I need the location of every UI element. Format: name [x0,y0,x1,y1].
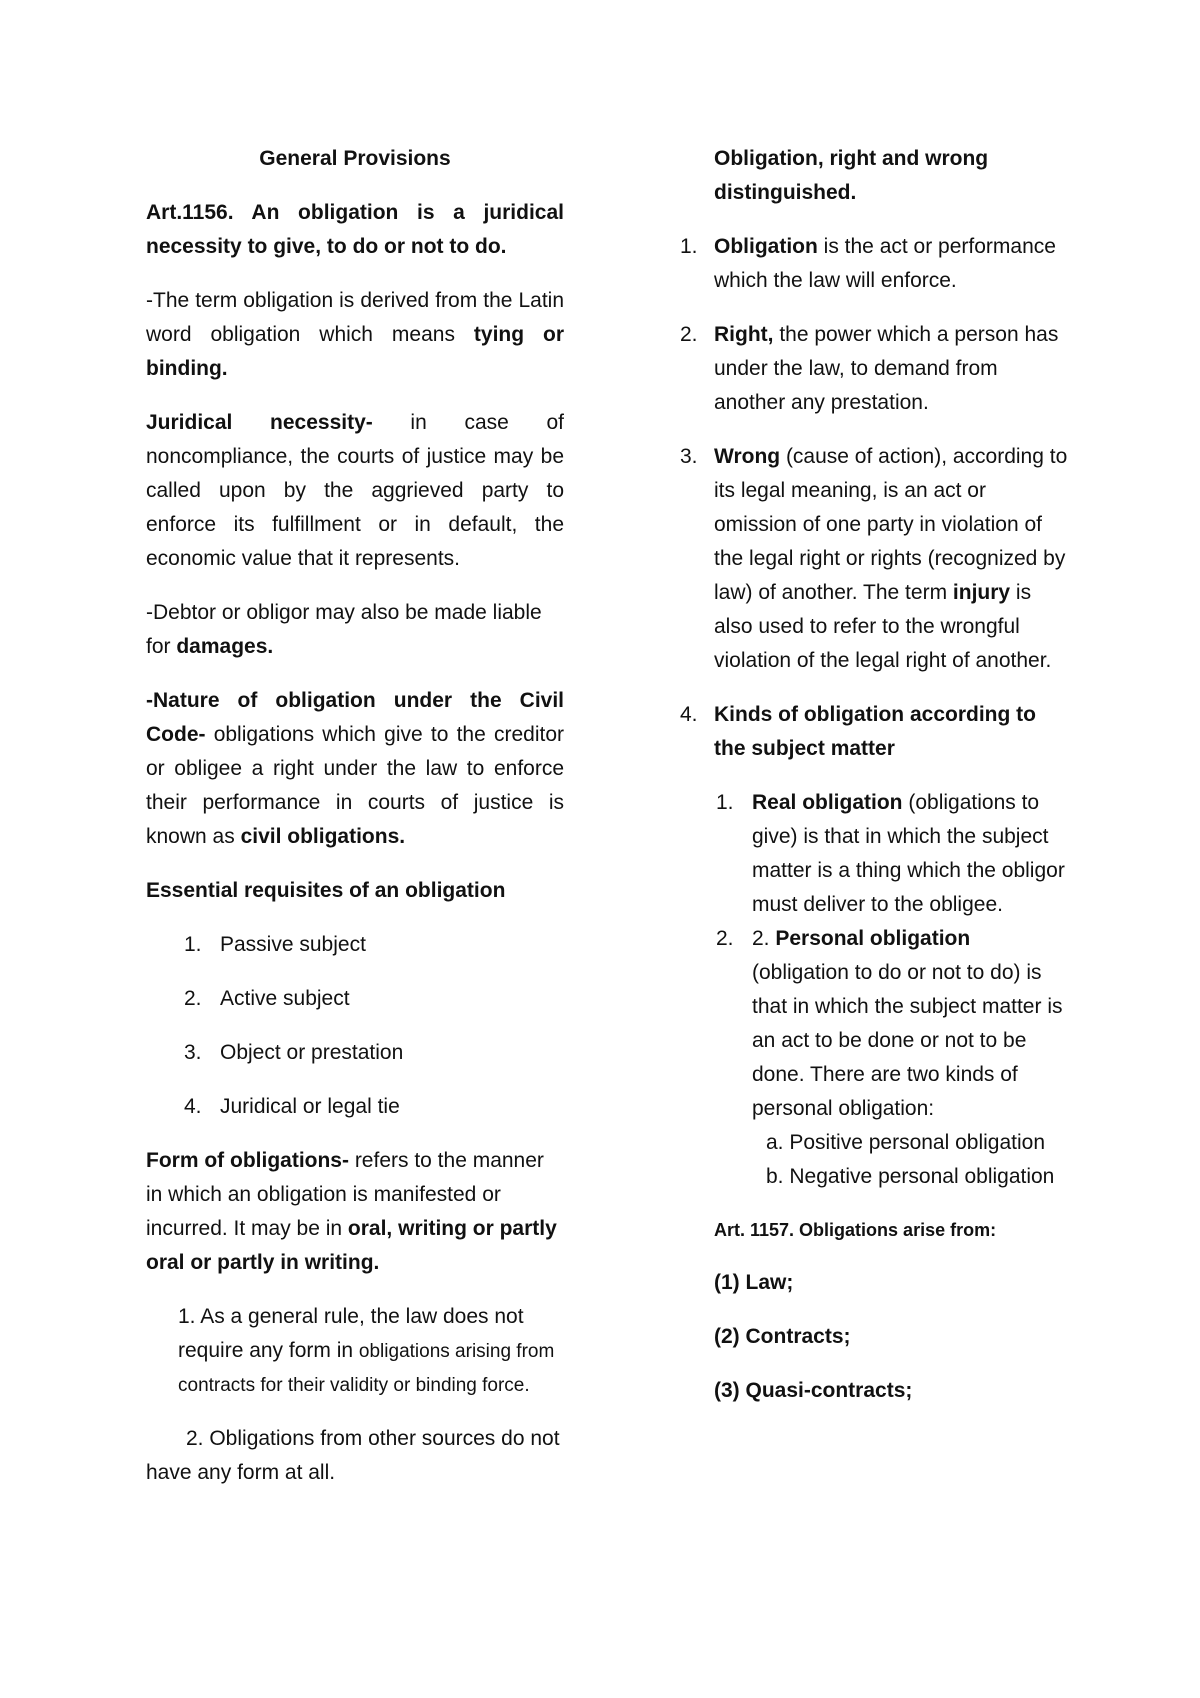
rule-2: 2. Obligations from other sources do not have any form at all. [146,1427,560,1484]
rule-1: 1. As a general rule, the law does not require any form in obligations arising from contracts for their validity or binding force. [178,1305,555,1396]
positive-item: a. Positive personal obligation [766,1131,1046,1154]
article-1157: Art. 1157. Obligations arise from: [714,1220,997,1240]
list-item: 1. Passive subject [184,933,366,956]
requisites-list [146,928,564,1124]
list-item: 4. Juridical or legal tie [184,1095,400,1118]
kinds-sublist [716,786,1072,1194]
juridical-necessity-paragraph: Juridical necessity- in case of noncompliance, the courts of justice may be called upon by the aggrieved party to enforce its fulfillment or in default, the economic value that it represents. [146,411,564,570]
list-item: 1. Obligation is the act or performance which the law will enforce. [680,235,1056,292]
nature-paragraph: -Nature of obligation under the Civil Code- obligations which give to the creditor or obligee a right under the law to enforce their performance in courts of justice is known as civil obligations. [146,689,564,848]
requisites-title: Essential requisites of an obligation [146,879,506,902]
definitions-list [680,230,1072,766]
left-column [146,142,564,1510]
term-paragraph: -The term obligation is derived from the Latin word obligation which means tying or binding. [146,289,565,380]
source-item: (1) Law; [714,1271,794,1294]
right-column [680,142,1072,1428]
debtor-paragraph: -Debtor or obligor may also be made liable for damages. [146,601,542,658]
source-item: (2) Contracts; [714,1325,851,1348]
source-item: (3) Quasi-contracts; [714,1379,913,1402]
list-item: 2. Right, the power which a person has under the law, to demand from another any prestation. [680,323,1059,414]
list-item: 3. Wrong (cause of action), according to its legal meaning, is an act or omission of one party in violation of the legal right or rights (recognized by law) of another. The term injury is also used to refer to the wrongful violation of the legal right of another. [680,445,1068,672]
section-heading: General Provisions [259,147,451,170]
right-heading: Obligation, right and wrong distinguished. [714,147,989,204]
list-item: 2. Active subject [184,987,350,1010]
list-item: 1. Real obligation (obligations to give) is that in which the subject matter is a thing which the obligor must deliver to the obligee. [716,791,1065,916]
form-paragraph: Form of obligations- refers to the manner in which an obligation is manifested or incurred. It may be in oral, writing or partly oral or partly in writing. [146,1149,557,1274]
list-item: 3. Object or prestation [184,1041,404,1064]
article-1156: Art.1156. An obligation is a juridical necessity to give, to do or not to do. [146,201,564,258]
list-item: 2. 2. Personal obligation (obligation to do or not to do) is that in which the subject matter is an act to be done or not to be done. There are two kinds of personal obligation: [716,927,1063,1120]
personal-kinds [716,1126,1072,1194]
list-item: 4. Kinds of obligation according to the subject matter [680,703,1036,760]
negative-item: b. Negative personal obligation [766,1165,1055,1188]
